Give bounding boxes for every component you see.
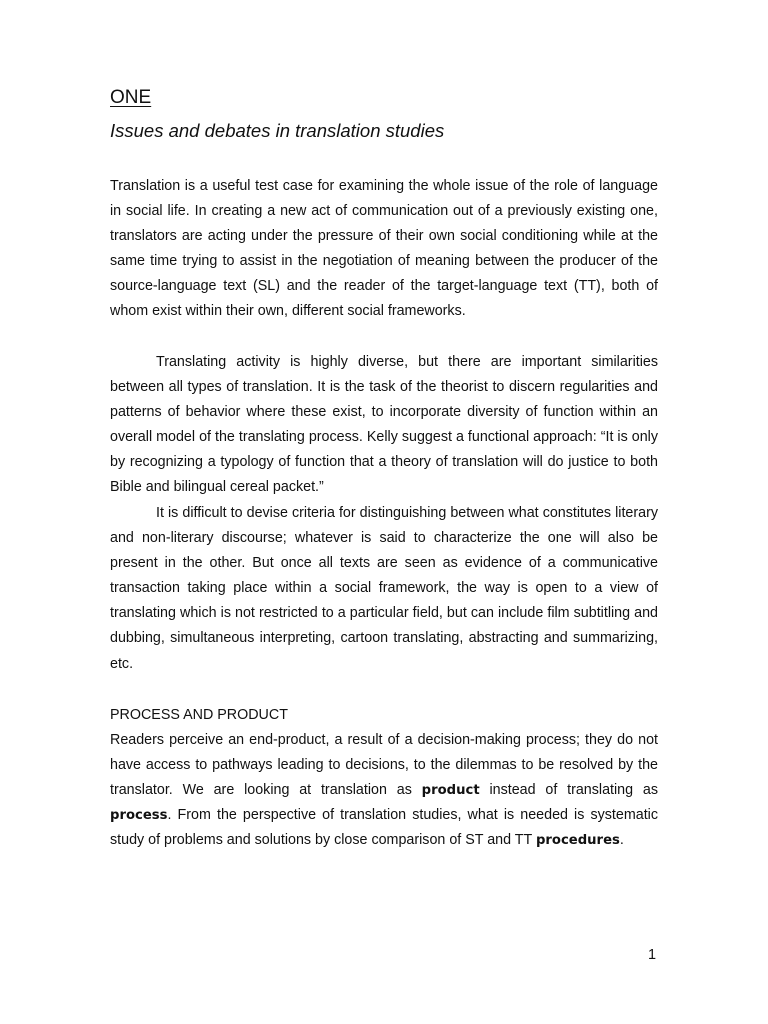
chapter-title: Issues and debates in translation studies — [110, 120, 445, 141]
paragraph-intro: Translation is a useful test case for examining the whole issue of the role of language in social life. In creating a new act of communication out of a previously existing one, translators are acting under the pressure of their own social conditioning while at the same time trying to assist in the negotiation of meaning between the producer of the source-language text (SL) and the reader of the target-language text (TT), both of whom exist within their own, different social frameworks. — [110, 178, 658, 320]
bold-term-procedures: procedures — [535, 833, 620, 849]
paragraph-text-segment: Readers perceive an end-product, a result of a decision-making process; they do not have access to pathways leading to decisions, to the dilemmas to be resolved by the translator. We are looking at translation as — [110, 732, 658, 799]
section-heading: PROCESS AND PRODUCT — [110, 707, 288, 723]
bold-term-process: process — [110, 808, 168, 824]
paragraph-literary-discourse: It is difficult to devise criteria for distinguishing between what constitutes literary and non-literary discourse; whatever is said to characterize the one will also be present in the other. But once all texts are seen as evidence of a communicative transaction taking place within a social framework, the way is open to a view of translating which is not restricted to a particular field, but can include film subtitling and dubbing, simultaneous interpreting, cartoon translating, abstracting and summarizing, etc. — [110, 505, 658, 672]
paragraph-text-segment: instead of translating as — [479, 782, 658, 799]
paragraph-process-product — [110, 728, 658, 853]
page-number: 1 — [648, 947, 657, 963]
paragraph-diversity: Translating activity is highly diverse, but there are important similarities between all types of translation. It is the task of the theorist to discern regularities and patterns of behavior where these exist, to incorporate diversity of function within an overall model of the translating process. Kelly suggest a functional approach: “It is only by recognizing a typology of function that a theory of translation will do justice to both Bible and bilingual cereal packet.” — [110, 354, 658, 496]
bold-term-product: product — [421, 783, 480, 799]
chapter-number: ONE — [110, 87, 152, 108]
paragraph-text-segment: . From the perspective of translation studies, what is needed is systematic study of problems and solutions by close comparison of ST and TT — [110, 807, 658, 849]
paragraph-text-segment: . — [619, 832, 624, 849]
